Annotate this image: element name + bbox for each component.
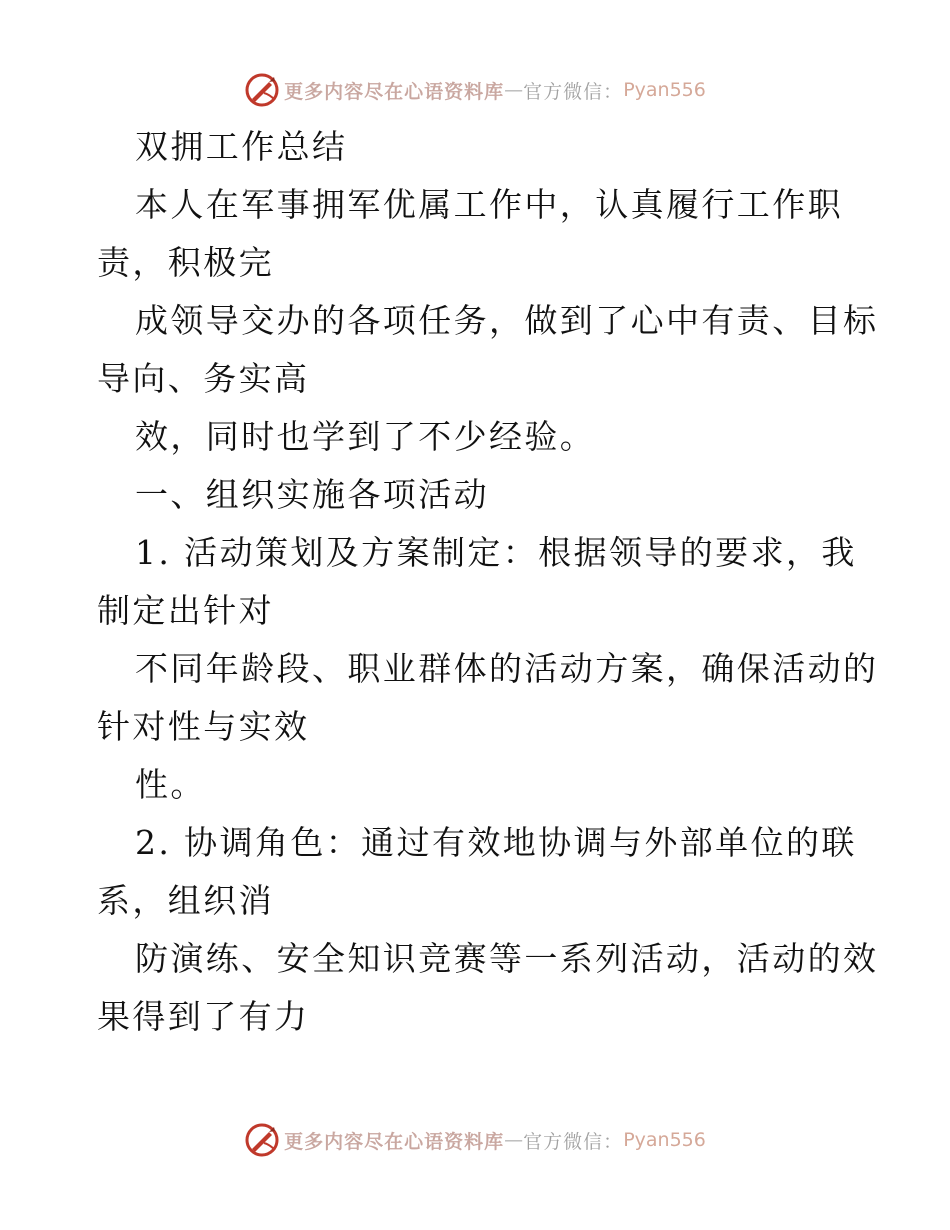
text-line: 效，同时也学到了不少经验。 [135,417,596,456]
logo-icon [244,1122,280,1158]
document-body [97,118,879,1046]
brand-text: 更多内容尽在心语资料库 [284,80,505,103]
text-line: 系，组织消 [97,881,274,920]
text-line: 针对性与实效 [97,707,310,746]
text-line: 责，积极完 [97,243,274,282]
wechat-label: 官方微信： [523,80,624,103]
text-line: 防演练、安全知识竞赛等一系列活动，活动的效 [135,939,879,978]
text-line: 双拥工作总结 [135,127,348,166]
wechat-id: Pyan556 [623,79,706,101]
separator: — [504,1129,524,1151]
brand-text: 更多内容尽在心语资料库 [284,1130,505,1153]
footer-watermark [0,1120,950,1160]
wechat-id: Pyan556 [623,1129,706,1151]
header-watermark [0,70,950,110]
text-line: 果得到了有力 [97,997,310,1036]
text-line: 本人在军事拥军优属工作中，认真履行工作职 [135,185,843,224]
text-line: 一、组织实施各项活动 [135,475,489,514]
text-line: 成领导交办的各项任务，做到了心中有责、目标 [135,301,879,340]
text-line: 1. 活动策划及方案制定：根据领导的要求，我 [135,533,857,572]
separator: — [504,79,524,101]
text-line: 性。 [135,765,206,804]
text-line: 2. 协调角色：通过有效地协调与外部单位的联 [135,823,857,862]
wechat-label: 官方微信： [523,1130,624,1153]
text-line: 不同年龄段、职业群体的活动方案，确保活动的 [135,649,879,688]
text-line: 制定出针对 [97,591,274,630]
logo-icon [244,72,280,108]
text-line: 导向、务实高 [97,359,310,398]
